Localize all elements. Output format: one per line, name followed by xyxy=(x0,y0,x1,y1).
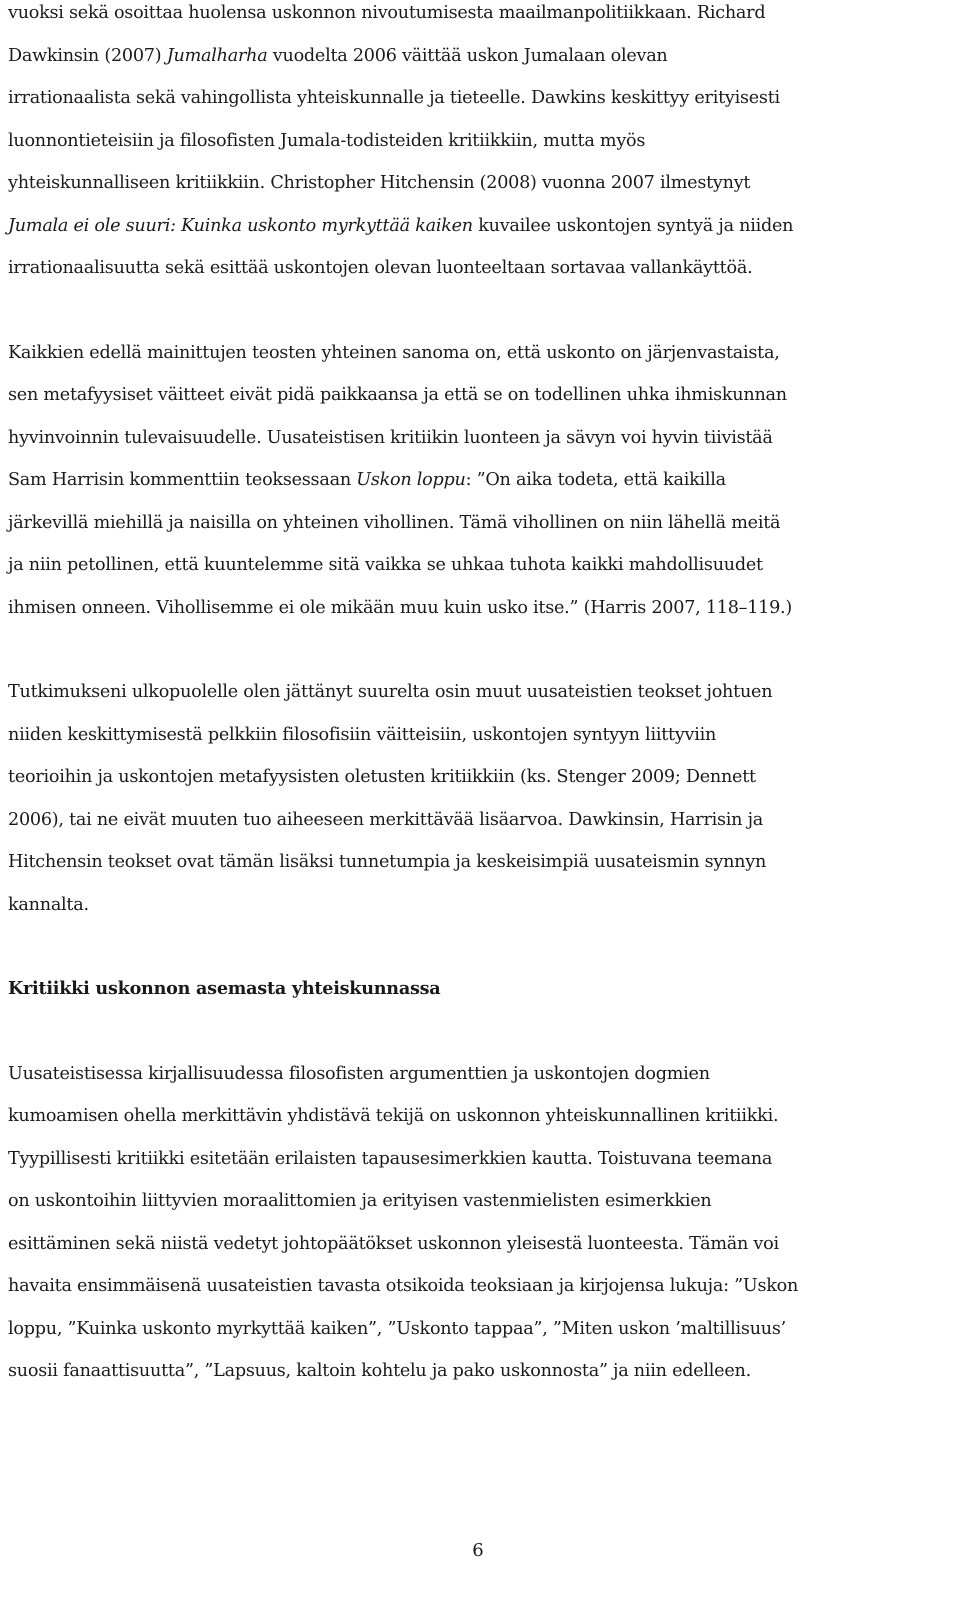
text-line: niiden keskittymisestä pelkkiin filosofisiin väitteisiin, uskontojen syntyyn liittyviin xyxy=(8,724,717,745)
text-line: havaita ensimmäisenä uusateistien tavasta otsikoida teoksiaan ja kirjojensa lukuja: ”Uskon xyxy=(8,1276,799,1296)
paragraph-2 xyxy=(8,332,948,630)
paragraph-1 xyxy=(8,0,948,290)
text-line: 2006), tai ne eivät muuten tuo aiheeseen merkittävää lisäarvoa. Dawkinsin, Harrisin ja xyxy=(8,809,764,830)
text-line: irrationaalista sekä vahingollista yhteiskunnalle ja tieteelle. Dawkins keskittyy erityisesti xyxy=(8,88,780,108)
text-line: Tutkimukseni ulkopuolelle olen jättänyt suurelta osin muut uusateistien teokset johtuen xyxy=(8,682,773,702)
text-line: sen metafyysiset väitteet eivät pidä paikkaansa ja että se on todellinen uhka ihmiskunnan xyxy=(8,385,787,405)
paragraph-3 xyxy=(8,671,948,926)
document-page xyxy=(8,0,948,1561)
text-line: Hitchensin teokset ovat tämän lisäksi tunnetumpia ja keskeisimpiä uusateismin synnyn xyxy=(8,852,767,872)
text-line: ja niin petollinen, että kuuntelemme sitä vaikka se uhkaa tuhota kaikki mahdollisuudet xyxy=(8,555,763,575)
text-line: Kaikkien edellä mainittujen teosten yhteinen sanoma on, että uskonto on järjenvastaista, xyxy=(8,342,780,363)
text-line: teorioihin ja uskontojen metafyysisten oletusten kritiikkiin (ks. Stenger 2009; Dennett xyxy=(8,767,756,787)
text-line: hyvinvoinnin tulevaisuudelle. Uusateistisen kritiikin luonteen ja sävyn voi hyvin tiivistää xyxy=(8,427,773,448)
paragraph-4 xyxy=(8,1053,948,1393)
text-run: vuodelta 2006 väittää uskon Jumalaan olevan xyxy=(267,45,668,66)
book-title-jumala-ei-ole-suuri: Jumala ei ole suuri: Kuinka uskonto myrkyttää kaiken xyxy=(8,215,473,236)
text-line: irrationaalisuutta sekä esittää uskontojen olevan luonteeltaan sortavaa vallankäyttöä. xyxy=(8,258,753,278)
text-run: : ”On aika todeta, että kaikilla xyxy=(465,470,726,490)
text-line: kannalta. xyxy=(8,894,89,915)
text-line: ihmisen onneen. Vihollisemme ei ole mikään muu kuin usko itse.” (Harris 2007, 118–119.) xyxy=(8,597,792,618)
text-line: vuoksi sekä osoittaa huolensa uskonnon nivoutumisesta maailmanpolitiikkaan. Richard xyxy=(8,3,766,23)
section-heading: Kritiikki uskonnon asemasta yhteiskunnassa xyxy=(8,978,441,999)
text-line xyxy=(8,205,948,248)
text-line: suosii fanaattisuutta”, ”Lapsuus, kaltoin kohtelu ja pako uskonnosta” ja niin edelleen. xyxy=(8,1361,751,1381)
text-line: järkevillä miehillä ja naisilla on yhteinen vihollinen. Tämä vihollinen on niin lähellä meitä xyxy=(8,512,781,533)
text-line: loppu, ”Kuinka uskonto myrkyttää kaiken”, ”Uskonto tappaa”, ”Miten uskon ’maltillisuus’ xyxy=(8,1318,786,1339)
page-number: 6 xyxy=(472,1540,484,1561)
text-run: kuvailee uskontojen syntyä ja niiden xyxy=(472,215,794,236)
text-line: yhteiskunnalliseen kritiikkiin. Christopher Hitchensin (2008) vuonna 2007 ilmestynyt xyxy=(8,173,751,193)
text-line: on uskontoihin liittyvien moraalittomien ja erityisen vastenmielisten esimerkkien xyxy=(8,1191,712,1211)
text-line: kumoamisen ohella merkittävin yhdistävä tekijä on uskonnon yhteiskunnallinen kritiikki. xyxy=(8,1106,779,1126)
text-line xyxy=(8,459,948,502)
text-run: Dawkinsin (2007) xyxy=(8,45,167,66)
text-line: Tyypillisesti kritiikki esitetään erilaisten tapausesimerkkien kautta. Toistuvana teemana xyxy=(8,1148,773,1169)
text-line xyxy=(8,35,948,78)
book-title-uskon-loppu: Uskon loppu xyxy=(356,470,466,490)
book-title-jumalharha: Jumalharha xyxy=(166,45,268,66)
text-line: esittäminen sekä niistä vedetyt johtopäätökset uskonnon yleisestä luonteesta. Tämän voi xyxy=(8,1233,779,1254)
text-line: luonnontieteisiin ja filosofisten Jumala-todisteiden kritiikkiin, mutta myös xyxy=(8,130,646,151)
text-line: Uusateistisessa kirjallisuudessa filosofisten argumenttien ja uskontojen dogmien xyxy=(8,1063,710,1084)
text-run: Sam Harrisin kommenttiin teoksessaan xyxy=(8,470,357,490)
